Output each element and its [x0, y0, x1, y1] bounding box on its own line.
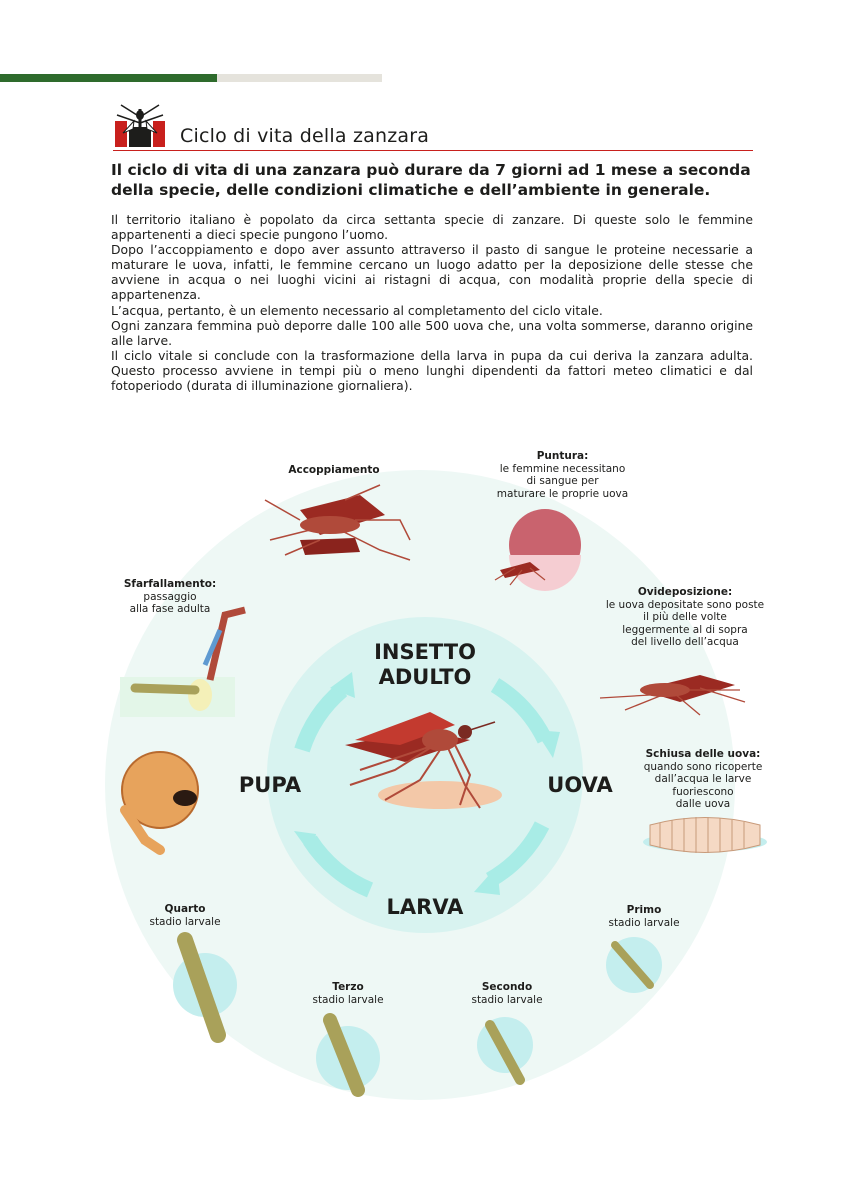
top-accent-bar: [0, 74, 382, 82]
adult-label-line2: ADULTO: [378, 665, 472, 689]
laying-title: Ovideposizione:: [637, 586, 733, 598]
third-stage-text: stadio larvale: [312, 993, 384, 1006]
bite-text-line: di sangue per: [526, 475, 599, 487]
life-cycle-diagram: [0, 440, 855, 1140]
pupa-stage-label: PUPA: [238, 773, 302, 797]
second-stage-title: Secondo: [481, 981, 533, 993]
top-accent-bar-light: [217, 74, 382, 82]
emergence-title: Sfarfallamento:: [123, 578, 217, 590]
third-stage-label: [288, 981, 408, 1006]
first-stage-text: stadio larvale: [608, 916, 680, 929]
first-stage-label: [584, 904, 704, 929]
hatching-text-line: quando sono ricoperte: [643, 760, 763, 773]
laying-label: [600, 586, 770, 649]
laying-text-line: del livello dell’acqua: [631, 636, 739, 648]
larva-stage-label: LARVA: [386, 895, 464, 919]
mating-label: [264, 464, 404, 477]
body-text: [111, 212, 753, 393]
paragraph: L’acqua, pertanto, è un elemento necessario al completamento del ciclo vitale.: [111, 302, 603, 318]
paragraph: Ogni zanzara femmina può deporre dalle 100 alle 500 uova che, una volta sommerse, daranno origine alle larve.: [111, 317, 753, 348]
hatching-text-line: dalle uova: [675, 798, 731, 810]
bite-text-line: le femmine necessitano: [499, 462, 626, 475]
top-accent-bar-green: [0, 74, 217, 82]
first-stage-larva-illustration: [606, 937, 662, 993]
second-stage-text: stadio larvale: [471, 993, 543, 1006]
bite-text-line: maturare le proprie uova: [496, 487, 629, 500]
page-title: Ciclo di vita della zanzara: [180, 125, 430, 147]
mosquito-logo-icon: [113, 103, 167, 147]
laying-text-line: il più delle volte: [643, 611, 727, 623]
emergence-text-line: alla fase adulta: [129, 603, 211, 615]
hatching-text-line: fuoriescono: [672, 785, 734, 798]
hatching-title: Schiusa delle uova:: [645, 748, 761, 760]
emergence-label: [110, 578, 230, 616]
lead-paragraph: Il ciclo di vita di una zanzara può durare da 7 giorni ad 1 mese a seconda della specie, delle condizioni climatiche e dell’ambiente in generale.: [111, 161, 751, 199]
egg-raft-illustration: [643, 817, 767, 853]
fourth-stage-label: [125, 903, 245, 928]
eggs-stage-label: UOVA: [547, 773, 613, 797]
fourth-stage-title: Quarto: [164, 903, 206, 915]
laying-text-line: leggermente al di sopra: [622, 623, 748, 636]
fourth-stage-text: stadio larvale: [149, 915, 221, 928]
bite-title: Puntura:: [536, 450, 589, 462]
adult-label-line1: INSETTO: [374, 640, 476, 664]
adult-stage-label: [360, 640, 490, 690]
paragraph: Il ciclo vitale si conclude con la trasformazione della larva in pupa da cui deriva la zanzara adulta. Questo processo avviene in tempi più o meno lunghi dipendenti da fattori meteo climatici e dal fotoperiodo (durata di illuminazione giornaliera).: [111, 347, 753, 394]
second-stage-label: [447, 981, 567, 1006]
paragraph: Dopo l’accoppiamento e dopo aver assunto attraverso il pasto di sangue le proteine necessarie a maturare le uova, infatti, le femmine cercano un luogo adatto per la deposizione delle stesse che avviene in acqua o nei luoghi vicini ai ristagni di acqua, con modalità proprie della specie di appartenenza.: [111, 242, 753, 303]
bite-label: [480, 450, 645, 500]
mating-title: Accoppiamento: [288, 464, 380, 476]
hatching-text-line: dall’acqua le larve: [654, 773, 752, 785]
emergence-text-line: passaggio: [143, 590, 197, 603]
laying-text-line: le uova depositate sono poste: [605, 598, 765, 611]
first-stage-title: Primo: [626, 904, 662, 916]
paragraph: Il territorio italiano è popolato da circa settanta specie di zanzare. Di queste solo le femmine appartenenti a dieci specie pungono l’uomo.: [111, 212, 753, 243]
title-divider: [113, 150, 753, 151]
hatching-label: [628, 748, 778, 811]
third-stage-title: Terzo: [332, 981, 364, 993]
